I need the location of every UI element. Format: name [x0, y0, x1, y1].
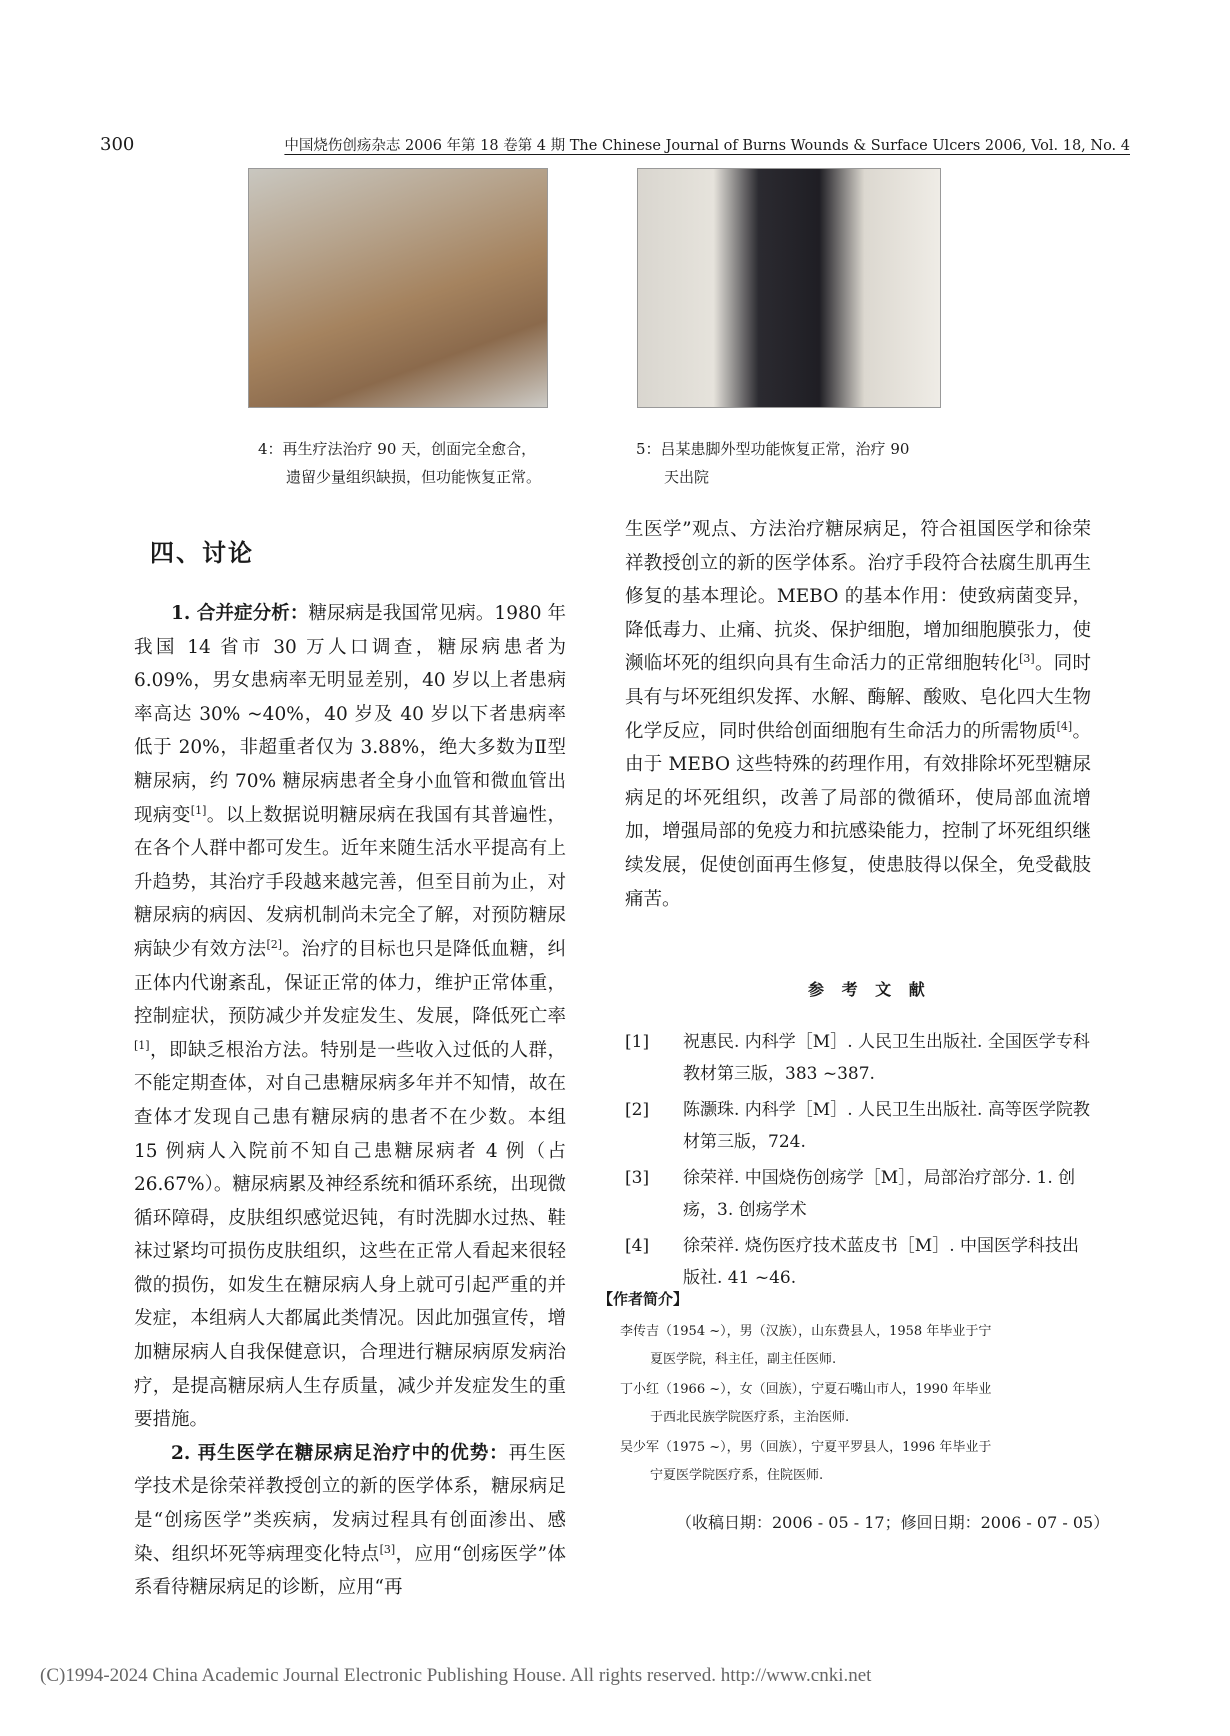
- figure-5-photo: [637, 168, 941, 408]
- reference-item: [4] 徐荣祥. 烧伤医疗技术蓝皮书［M］. 中国医学科技出版社. 41 ~46.: [625, 1236, 1080, 1288]
- reference-item: [1] 祝惠民. 内科学［M］. 人民卫生出版社. 全国医学专科教材第三版，383 ~387.: [625, 1032, 1090, 1084]
- paragraph-lead: 2. 再生医学在糖尿病足治疗中的优势：: [171, 1442, 509, 1464]
- figure-4-caption-line1: 4：再生疗法治疗 90 天，创面完全愈合，: [258, 440, 537, 458]
- figure-4-photo: [248, 168, 548, 408]
- references-title: 参 考 文 献: [808, 980, 931, 999]
- figure-4-caption: [258, 435, 578, 491]
- author-item: 吴少军（1975 ~），男（回族），宁夏平罗县人，1996 年毕业于 宁夏医学院医疗系，住院医师.: [620, 1440, 992, 1483]
- running-title: 中国烧伤创疡杂志 2006 年第 18 卷第 4 期 The Chinese Journal of Burns Wounds & Surface Ulcers 2006, Vol. 18, No. 4: [284, 138, 1130, 154]
- author-item: 丁小红（1966 ~），女（回族），宁夏石嘴山市人，1990 年毕业 于西北民族学院医疗系，主治医师.: [620, 1382, 992, 1425]
- citation: [1]: [190, 803, 207, 817]
- page-number: 300: [100, 134, 135, 155]
- figure-5-caption-line2: 天出院: [664, 468, 710, 486]
- author-info-list: [620, 1318, 1100, 1492]
- figure-4-caption-line2: 遗留少量组织缺损，但功能恢复正常。: [286, 468, 542, 486]
- references-list: [625, 1026, 1095, 1298]
- citation: [3]: [379, 1542, 396, 1556]
- author-item: 李传吉（1954 ~），男（汉族），山东费县人，1958 年毕业于宁 夏医学院，科主任，副主任医师.: [620, 1324, 992, 1367]
- paragraph-complications: 1. 合并症分析：糖尿病是我国常见病。1980 年我国 14 省市 30 万人口调查，糖尿病患者为 6.09%，男女患病率无明显差别，40 岁以上者患病率高达 30% ~40%，40 岁及 40 岁以下者患病率低于 20%，非超重者仅为 3.88%，绝大多数为Ⅱ型糖尿病，约 70% 糖尿病患者全身小血管和微血管出现病变[1]。以上数据说明糖尿病在我国有其普遍性，在各个人群中都可发生。近年来随生活水平提高有上升趋势，其治疗手段越来越完善，但至目前为止，对糖尿病的病因、发病机制尚未完全了解，对预防糖尿病缺少有效方法[2]。治疗的目标也只是降低血糖，纠正体内代谢紊乱，保证正常的体力，维护正常体重，控制症状，预防减少并发症发生、发展，降低死亡率[1]，即缺乏根治方法。特别是一些收入过低的人群，不能定期查体，对自己患糖尿病多年并不知情，故在查体才发现自己患有糖尿病的患者不在少数。本组 15 例病人入院前不知自己患糖尿病者 4 例（占 26.67%）。糖尿病累及神经系统和循环系统，出现微循环障碍，皮肤组织感觉迟钝，有时洗脚水过热、鞋袜过紧均可损伤皮肤组织，这些在正常人看起来很轻微的损伤，如发生在糖尿病人身上就可引起严重的并发症，本组病人大都属此类情况。因此加强宣传，增加糖尿病人自我保健意识，合理进行糖尿病原发病治疗，是提高糖尿病人生存质量，减少并发症发生的重要措施。: [134, 603, 566, 1431]
- citation: [3]: [1019, 652, 1035, 666]
- received-revised-dates: （收稿日期：2006 - 05 - 17；修回日期：2006 - 07 - 05）: [676, 1513, 1110, 1532]
- citation: [2]: [266, 937, 283, 951]
- left-column: [134, 597, 566, 1605]
- reference-item: [2] 陈灏珠. 内科学［M］. 人民卫生出版社. 高等医学院教材第三版，724.: [625, 1100, 1090, 1152]
- paragraph-advantages-continued: 生医学”观点、方法治疗糖尿病足，符合祖国医学和徐荣祥教授创立的新的医学体系。治疗手段符合祛腐生肌再生修复的基本理论。MEBO 的基本作用：使致病菌变异，降低毒力、止痛、抗炎、保护细胞，增加细胞膜张力，使濒临坏死的组织向具有生命活力的正常细胞转化[3]。同时具有与坏死组织发挥、水解、酶解、酸败、皂化四大生物化学反应，同时供给创面细胞有生命活力的所需物质[4]。由于 MEBO 这些特殊的药理作用，有效排除坏死型糖尿病足的坏死组织，改善了局部的微循环，使局部血流增加，增强局部的免疫力和抗感染能力，控制了坏死组织继续发展，促使创面再生修复，使患肢得以保全，免受截肢痛苦。: [625, 519, 1091, 910]
- author-info-title: 【作者简介】: [598, 1290, 689, 1308]
- paragraph-lead: 1. 合并症分析：: [171, 603, 309, 624]
- citation: [1]: [134, 1038, 150, 1052]
- figure-5-caption-line1: 5：吕某患脚外型功能恢复正常，治疗 90: [636, 440, 910, 458]
- section-title: 四、讨论: [150, 538, 254, 567]
- figure-5-caption: [636, 435, 956, 491]
- right-column: [625, 513, 1091, 916]
- paragraph-advantages: 2. 再生医学在糖尿病足治疗中的优势：再生医学技术是徐荣祥教授创立的新的医学体系，糖尿病足是“创疡医学”类疾病，发病过程具有创面渗出、感染、组织坏死等病理变化特点[3]，应用“创疡医学”体系看待糖尿病足的诊断，应用“再: [134, 1442, 566, 1599]
- citation: [4]: [1056, 719, 1073, 733]
- copyright-footer: (C)1994-2024 China Academic Journal Electronic Publishing House. All rights reserved. http://www.cnki.net: [40, 1665, 872, 1686]
- page-header: [100, 130, 1130, 160]
- reference-item: [3] 徐荣祥. 中国烧伤创疡学［M］，局部治疗部分. 1. 创疡，3. 创疡学术: [625, 1168, 1076, 1220]
